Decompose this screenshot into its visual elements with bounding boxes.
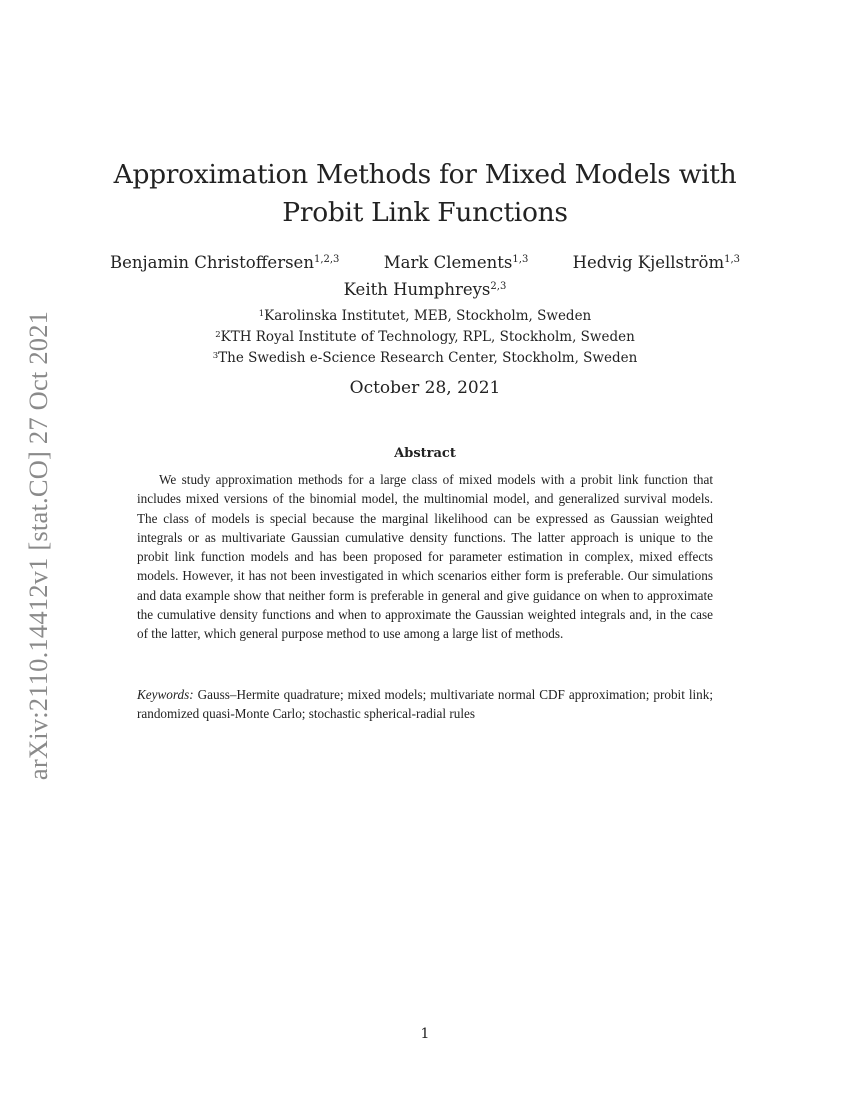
publication-date: October 28, 2021 — [349, 378, 501, 398]
abstract-heading: Abstract — [394, 446, 456, 461]
arxiv-side-stamp — [18, 300, 60, 790]
author-3: Hedvig Kjellström$^{1,3}$ — [572, 253, 740, 272]
keywords — [137, 685, 713, 724]
affiliation-2: $^2$KTH Royal Institute of Technology, RPL, Stockholm, Sweden — [215, 329, 635, 345]
affiliation-3: $^3$The Swedish e-Science Research Center, Stockholm, Sweden — [212, 350, 638, 366]
author-1: Benjamin Christoffersen$^{1,2,3}$ — [110, 253, 340, 272]
abstract-body: We study approximation methods for a large class of mixed models with a probit link function that includes mixed versions of the binomial model, the multinomial model, and generalized survival models. The class of models is special because the marginal likelihood can be expressed as Gaussian weighted integrals or as multivariate Gaussian cumulative density functions. The latter approach is unique to the probit link function models and has been proposed for parameter estimation in complex, mixed effects models. However, it has not been investigated in which scenarios either form is preferable. Our simulations and data example show that neither form is preferable in general and give guidance on when to approximate the cumulative density functions and when to approximate the Gaussian weighted integrals and, in the case of the latter, which general purpose method to use among a large list of methods. — [137, 472, 713, 642]
keywords-text: Gauss–Hermite quadrature; mixed models; multivariate normal CDF approximation; probit link; randomized quasi-Monte Carlo; stochastic spherical-radial rules — [137, 687, 714, 722]
affiliation-1: $^1$Karolinska Institutet, MEB, Stockholm, Sweden — [258, 308, 592, 324]
author-4: Keith Humphreys$^{2,3}$ — [343, 280, 507, 299]
author-list — [90, 248, 760, 302]
keywords-label: Keywords: — [137, 687, 194, 702]
page-number: 1 — [420, 1026, 430, 1042]
arxiv-identifier: arXiv:2110.14412v1 [stat.CO] 27 Oct 2021 — [23, 310, 54, 780]
affiliation-list — [90, 305, 760, 368]
paper-title: Approximation Methods for Mixed Models with Probit Link Functions — [113, 159, 737, 228]
author-2: Mark Clements$^{1,3}$ — [383, 253, 529, 272]
